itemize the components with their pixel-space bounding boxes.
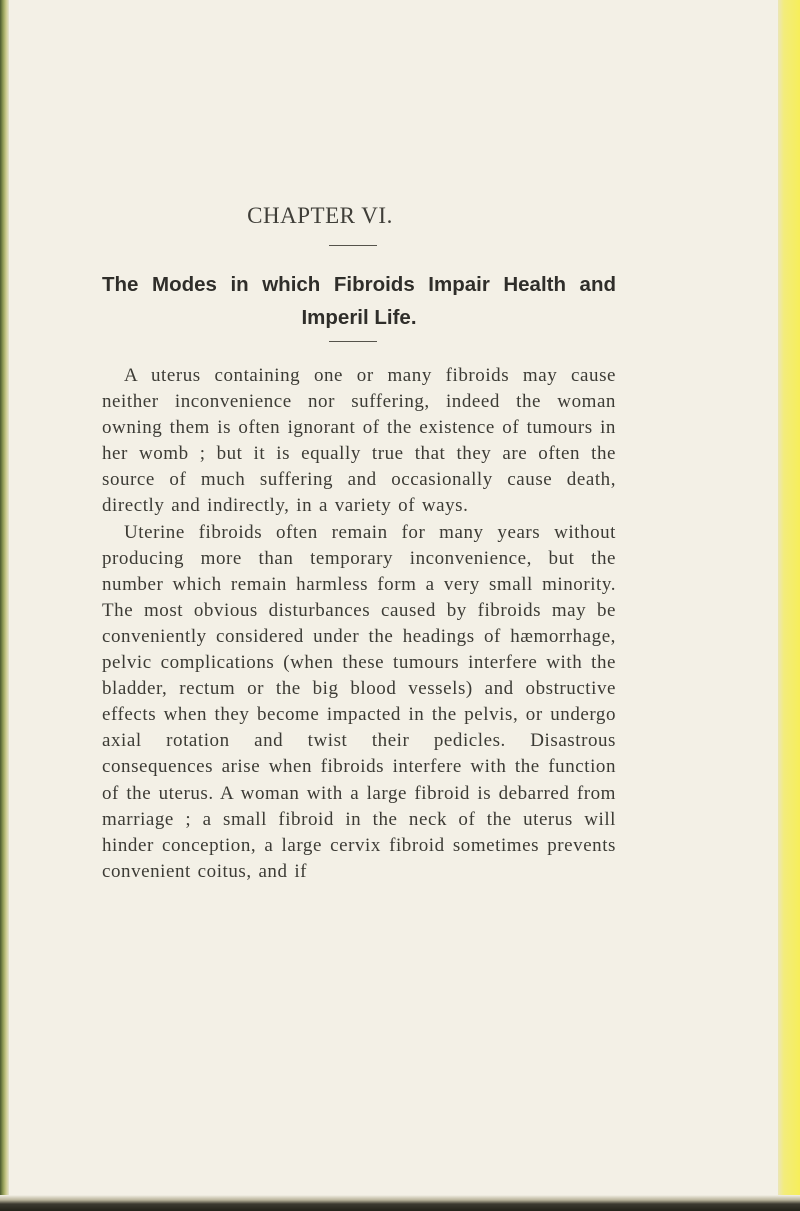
divider-rule: [329, 341, 377, 342]
body-text: [102, 363, 616, 885]
section-title-line-2: Imperil Life.: [301, 306, 417, 329]
page-edge-right: [778, 0, 800, 1211]
paragraph: A uterus containing one or many fibroids may cause neither inconvenience nor suffering, indeed the woman owning them is often ignorant of the existence of tumours in her womb ; but it is equally true that they are often the source of much suffering and occasionally cause death, directly and indirectly, in a variety of ways.: [102, 365, 616, 517]
chapter-heading: CHAPTER VI.: [247, 203, 393, 228]
section-title: [102, 268, 616, 334]
divider-rule: [329, 245, 377, 246]
paragraph: Uterine fibroids often remain for many years without producing more than temporary inconvenience, but the number which remain harmless form a very small minority. The most obvious disturbances caused by fibroids may be conveniently considered under the headings of hæmorrhage, pelvic complications (when these tumours interfere with the bladder, rectum or the big blood vessels) and obstructive effects when they become impacted in the pelvis, or undergo axial rotation and twist their pedicles. Disastrous consequences arise when fibroids interfere with the function of the uterus. A woman with a large fibroid is debarred from marriage ; a small fibroid in the neck of the uterus will hinder conception, a large cervix fibroid sometimes prevents convenient coitus, and if: [102, 521, 616, 882]
section-title-line-1: The Modes in which Fibroids Impair Health and: [102, 273, 616, 296]
page-edge-bottom: [0, 1195, 800, 1211]
binding-edge: [0, 0, 9, 1211]
